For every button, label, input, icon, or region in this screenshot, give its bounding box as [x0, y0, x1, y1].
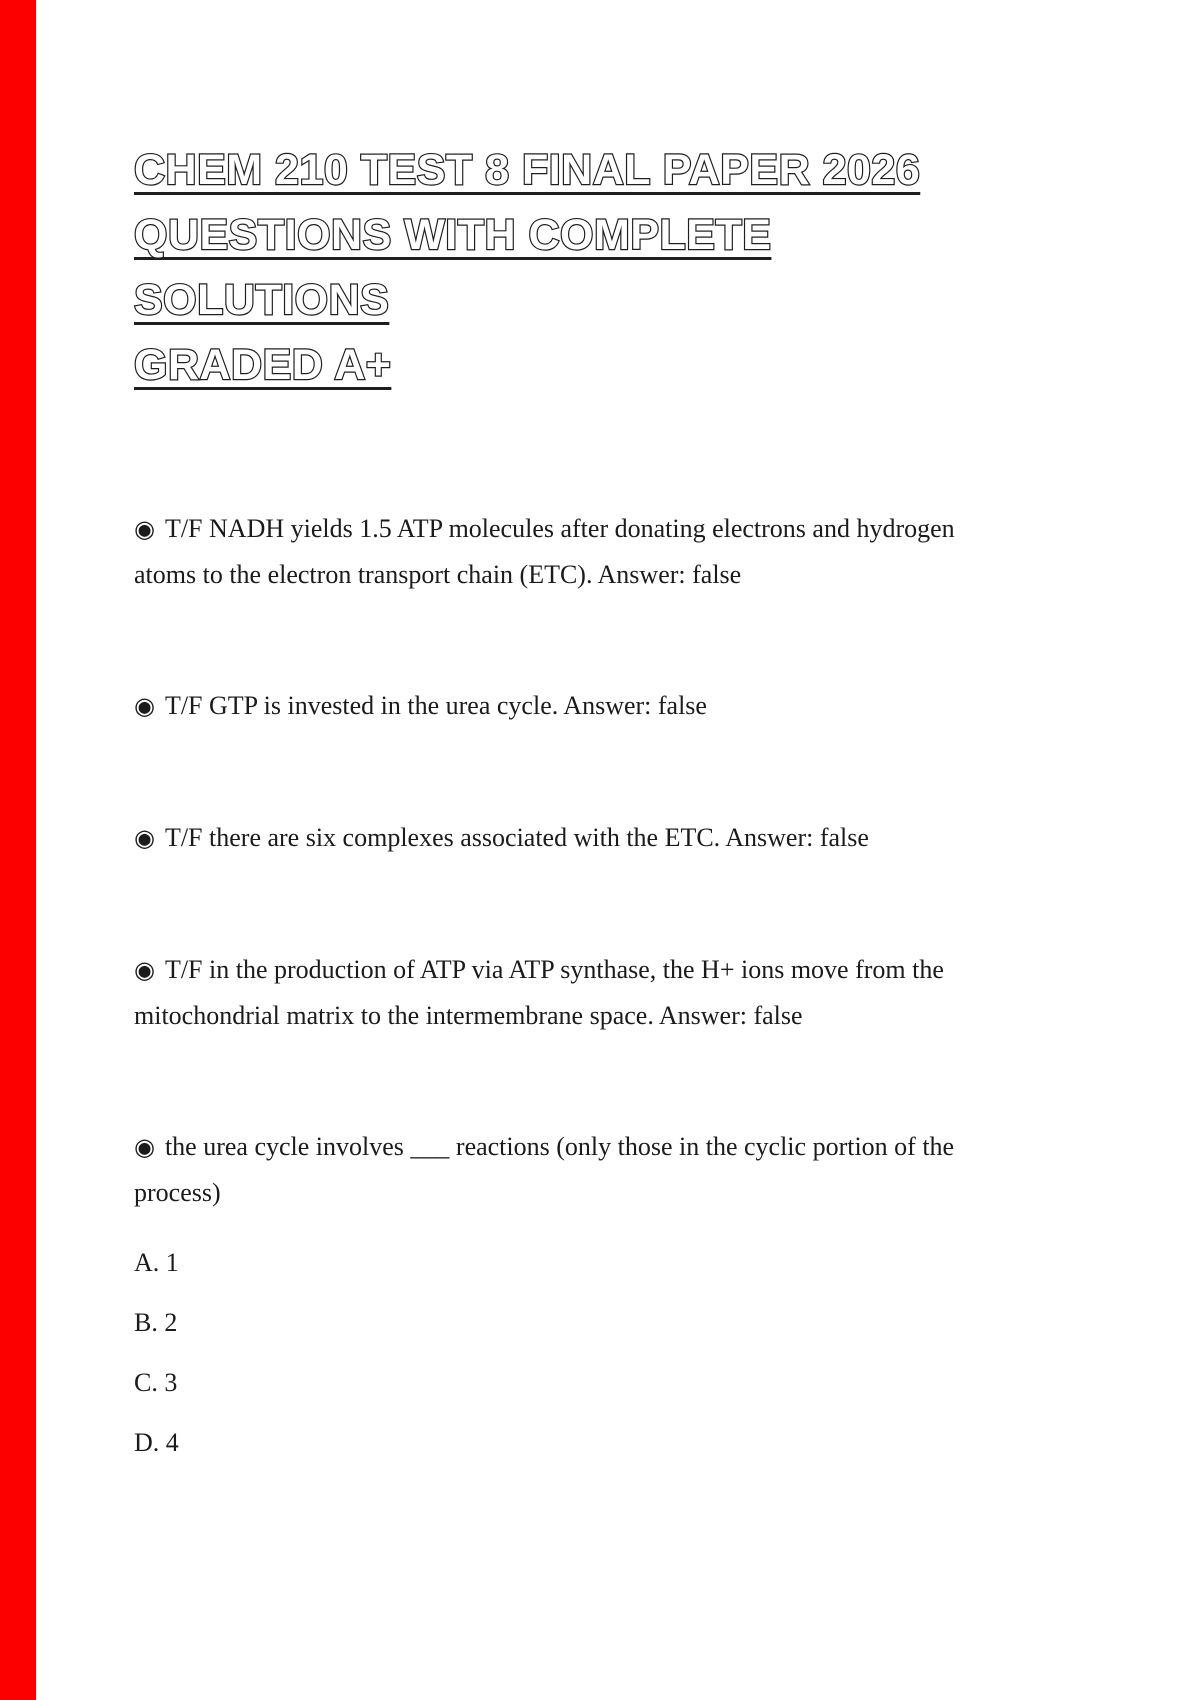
bullet-icon: ◉ — [134, 692, 155, 720]
question-text: T/F there are six complexes associated with the ETC. Answer: false — [164, 823, 869, 852]
question-item-4 — [134, 947, 982, 1038]
question-text: the urea cycle involves ___ reactions (only those in the cyclic portion of the process) — [134, 1132, 955, 1207]
question-text: T/F GTP is invested in the urea cycle. Answer: false — [164, 691, 707, 720]
question-list — [134, 506, 982, 1465]
page-title-line-1: CHEM 210 TEST 8 FINAL PAPER 2026 — [134, 146, 921, 194]
answer-option-c: C. 3 — [134, 1368, 178, 1397]
answer-option-a: A. 1 — [134, 1248, 179, 1277]
question-item-1 — [134, 506, 982, 597]
page-title-line-3: GRADED A+ — [134, 341, 392, 389]
bullet-icon: ◉ — [134, 515, 155, 543]
answer-options — [134, 1241, 982, 1465]
bullet-icon: ◉ — [134, 824, 155, 852]
question-item-5 — [134, 1124, 982, 1465]
question-text: T/F NADH yields 1.5 ATP molecules after donating electrons and hydrogen atoms to the electron transport chain (ETC). Answer: false — [134, 514, 955, 589]
bullet-icon: ◉ — [134, 1133, 155, 1161]
page-title — [134, 138, 982, 398]
left-accent-bar — [0, 0, 36, 1700]
question-item-3 — [134, 815, 982, 861]
document-content — [134, 0, 982, 1465]
answer-option-b: B. 2 — [134, 1308, 178, 1337]
question-item-2 — [134, 683, 982, 729]
question-text: T/F in the production of ATP via ATP synthase, the H+ ions move from the mitochondrial matrix to the intermembrane space. Answer: false — [134, 955, 944, 1030]
bullet-icon: ◉ — [134, 956, 155, 984]
page-title-line-2: QUESTIONS WITH COMPLETE SOLUTIONS — [134, 211, 772, 324]
answer-option-d: D. 4 — [134, 1428, 179, 1457]
